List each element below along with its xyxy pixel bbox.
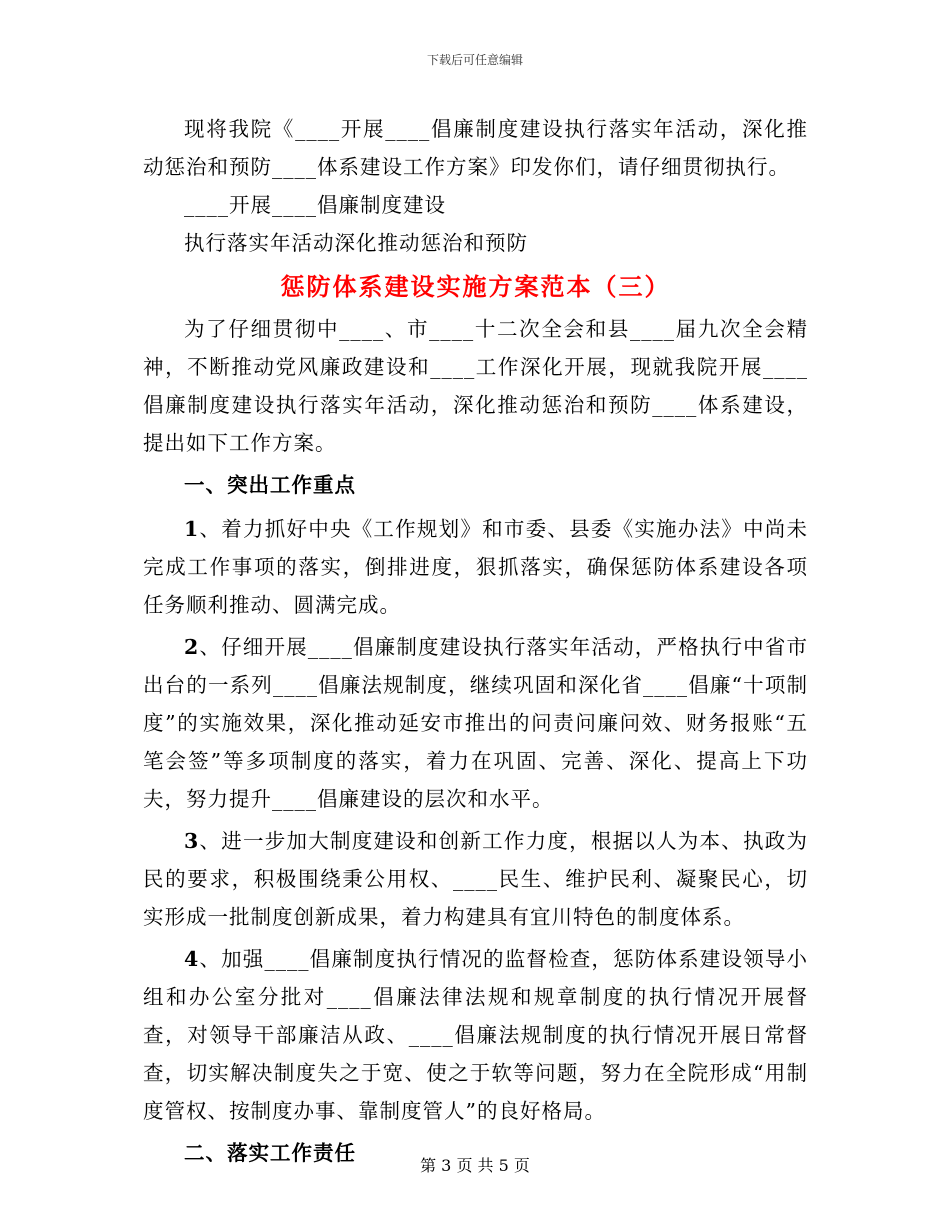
document-title: 惩防体系建设实施方案范本（三） [280, 272, 671, 301]
list-item-1 [143, 510, 808, 624]
opening-paragraph: 为了仔细贯彻中____、市____十二次全会和县____届九次全会精神，不断推动党风廉政建设和____工作深化开展，现就我院开展____倡廉制度建设执行落实年活动，深化推动惩治和预防____体系建设，提出如下工作方案。 [143, 317, 808, 455]
section-heading-1: 一、突出工作重点 [184, 473, 356, 497]
section-heading-2: 二、落实工作责任 [184, 1141, 356, 1165]
item-text: 、仔细开展____倡廉制度建设执行落实年活动，严格执行中省市出台的一系列____倡廉法规制度，继续巩固和深化省____倡廉“十项制度”的实施效果，深化推动延安市推出的问责问廉问效、财务报账“五笔会签”等多项制度的落实，着力在巩固、完善、深化、提高上下功夫，努力提升____倡廉建设的层次和水平。 [143, 635, 808, 811]
item-text: 、进一步加大制度建设和创新工作力度，根据以人为本、执政为民的要求，积极围绕秉公用权、____民生、维护民利、凝聚民心，切实形成一批制度创新成果，着力构建具有宜川特色的制度体系。 [143, 829, 808, 929]
item-number: 1 [184, 517, 200, 541]
list-item-3 [143, 822, 808, 936]
page-footer: 第 3 页 共 5 页 [420, 1156, 530, 1175]
item-number: 3 [184, 829, 200, 853]
intro-line-2: 执行落实年活动深化推动惩治和预防 [184, 231, 528, 255]
item-text: 、着力抓好中央《工作规划》和市委、县委《实施办法》中尚未完成工作事项的落实，倒排进度，狠抓落实，确保惩防体系建设各项任务顺利推动、圆满完成。 [143, 517, 808, 617]
list-item-4 [143, 940, 808, 1130]
intro-line-1: ____开展____倡廉制度建设 [184, 193, 446, 217]
item-number: 2 [184, 635, 200, 659]
item-text: 、加强____倡廉制度执行情况的监督检查，惩防体系建设领导小组和办公室分批对____倡廉法律法规和规章制度的执行情况开展督查，对领导干部廉洁从政、____倡廉法规制度的执行情况开展日常督查，切实解决制度失之于宽、使之于软等问题，努力在全院形成“用制度管权、按制度办事、靠制度管人”的良好格局。 [143, 947, 808, 1123]
list-item-2 [143, 628, 808, 818]
page-header: 下载后可任意编辑 [426, 53, 523, 67]
item-number: 4 [184, 947, 200, 971]
intro-paragraph: 现将我院《____开展____倡廉制度建设执行落实年活动，深化推动惩治和预防____体系建设工作方案》印发你们，请仔细贯彻执行。 [143, 117, 808, 179]
document-body [143, 110, 808, 1178]
